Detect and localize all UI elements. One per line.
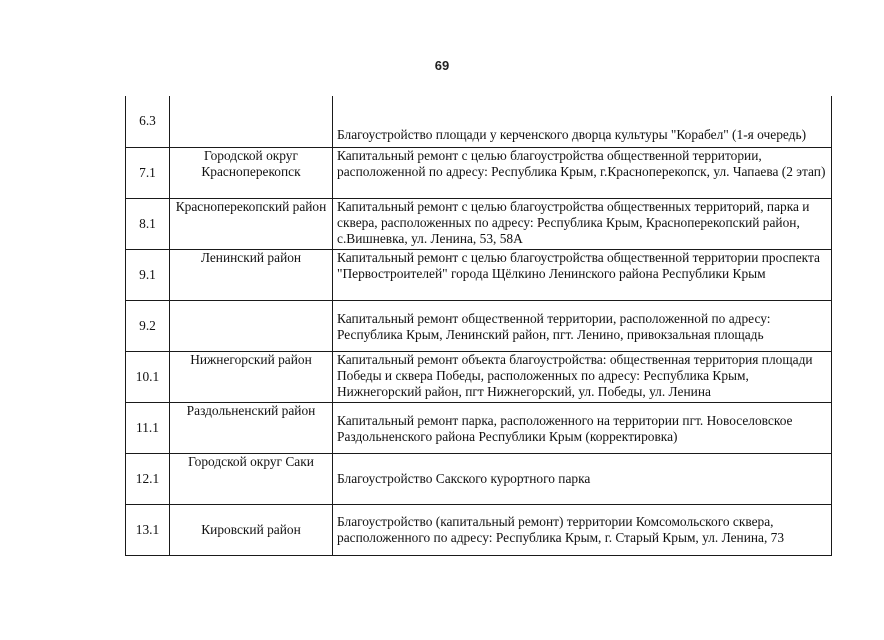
district-cell: [170, 96, 333, 147]
description-cell: Капитальный ремонт объекта благоустройства: общественная территория площади Победы и сквера Победы, расположенных по адресу: Республика Крым, Нижнегорский район, пгт Нижнегорский, ул. Победы, ул. Ленина: [333, 351, 832, 402]
row-number: 9.2: [126, 300, 170, 351]
description-cell: Капитальный ремонт с целью благоустройства общественных территорий, парка и сквера, расположенных по адресу: Республика Крым, Красноперекопский район, с.Вишневка, ул. Ленина, 53, 58А: [333, 198, 832, 249]
district-cell: Раздольненский район: [170, 402, 333, 453]
projects-table: [125, 96, 832, 556]
district-cell: [170, 300, 333, 351]
description-cell: Капитальный ремонт общественной территории, расположенной по адресу: Республика Крым, Ленинский район, пгт. Ленино, привокзальная площадь: [333, 300, 832, 351]
district-cell: Нижнегорский район: [170, 351, 333, 402]
table-row: [126, 504, 832, 555]
table-row: [126, 96, 832, 147]
row-number: 10.1: [126, 351, 170, 402]
row-number: 11.1: [126, 402, 170, 453]
district-cell: Городской округ Красноперекопск: [170, 147, 333, 198]
row-number: 7.1: [126, 147, 170, 198]
description-cell: Благоустройство (капитальный ремонт) территории Комсомольского сквера, расположенного по адресу: Республика Крым, г. Старый Крым, ул. Ленина, 73: [333, 504, 832, 555]
row-number: 12.1: [126, 453, 170, 504]
district-cell: Городской округ Саки: [170, 453, 333, 504]
row-number: 6.3: [126, 96, 170, 147]
table-row: [126, 453, 832, 504]
table-row: [126, 402, 832, 453]
district-cell: Ленинский район: [170, 249, 333, 300]
description-cell: Благоустройство площади у керченского дворца культуры "Корабел" (1-я очередь): [333, 96, 832, 147]
table-row: [126, 147, 832, 198]
description-cell: Капитальный ремонт парка, расположенного на территории пгт. Новоселовское Раздольненского района Республики Крым (корректировка): [333, 402, 832, 453]
table-row: [126, 351, 832, 402]
description-cell: Капитальный ремонт с целью благоустройства общественной территории проспекта "Первостроителей" города Щёлкино Ленинского района Республики Крым: [333, 249, 832, 300]
description-cell: Капитальный ремонт с целью благоустройства общественной территории, расположенной по адресу: Республика Крым, г.Красноперекопск, ул. Чапаева (2 этап): [333, 147, 832, 198]
table-row: [126, 300, 832, 351]
district-cell: Кировский район: [170, 504, 333, 555]
page-number: 69: [434, 58, 450, 73]
row-number: 8.1: [126, 198, 170, 249]
table-row: [126, 249, 832, 300]
table-row: [126, 198, 832, 249]
district-cell: Красноперекопский район: [170, 198, 333, 249]
row-number: 9.1: [126, 249, 170, 300]
row-number: 13.1: [126, 504, 170, 555]
description-cell: Благоустройство Сакского курортного парка: [333, 453, 832, 504]
